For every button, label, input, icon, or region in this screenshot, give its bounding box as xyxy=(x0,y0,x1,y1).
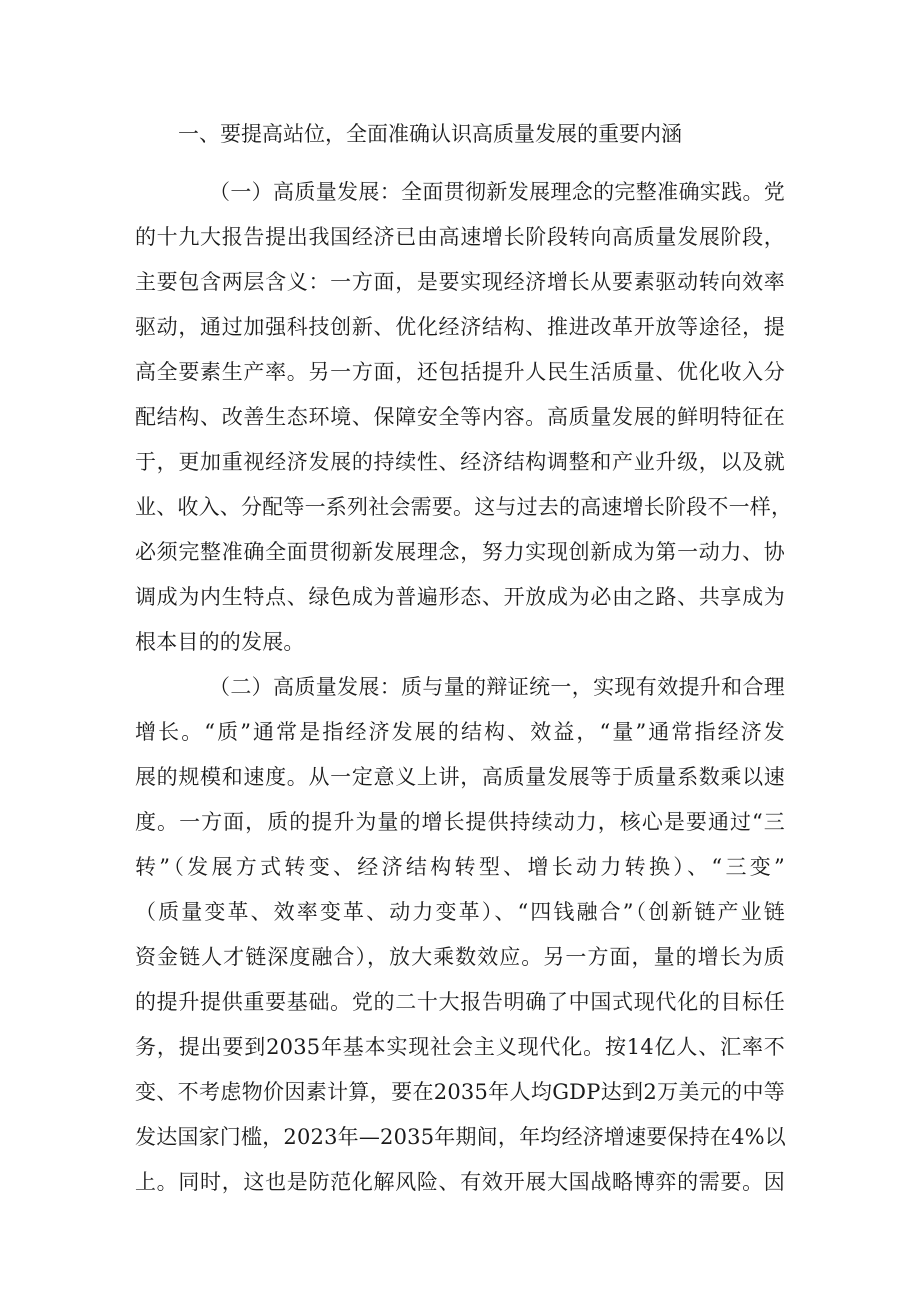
paragraph-2-line: 增长。“质”通常是指经济发展的结构、效益，“量”通常指经济发 xyxy=(135,720,785,744)
paragraph-1-line: 的十九大报告提出我国经济已由高速增长阶段转向高质量发展阶段， xyxy=(135,225,785,249)
paragraph-1-line: 必须完整准确全面贯彻新发展理念，努力实现创新成为第一动力、协 xyxy=(135,540,785,564)
paragraph-1-line: 调成为内生特点、绿色成为普遍形态、开放成为必由之路、共享成为 xyxy=(135,585,785,609)
paragraph-1-line: （一）高质量发展：全面贯彻新发展理念的完整准确实践。党 xyxy=(209,180,785,204)
paragraph-1-line: 于，更加重视经济发展的持续性、经济结构调整和产业升级，以及就 xyxy=(135,450,785,474)
paragraph-2-line: （质量变革、效率变革、动力变革）、“四钱融合”（创新链产业链 xyxy=(135,900,785,924)
paragraph-2-line: 上。同时，这也是防范化解风险、有效开展大国战略博弈的需要。因 xyxy=(135,1170,785,1194)
paragraph-1 xyxy=(135,170,793,665)
paragraph-2-line: 变、不考虑物价因素计算，要在2035年人均GDP达到2万美元的中等 xyxy=(135,1080,785,1104)
section-heading: 一、要提高站位，全面准确认识高质量发展的重要内涵 xyxy=(178,122,682,146)
paragraph-2-line: 的提升提供重要基础。党的二十大报告明确了中国式现代化的目标任 xyxy=(135,990,785,1014)
paragraph-1-line: 配结构、改善生态环境、保障安全等内容。高质量发展的鲜明特征在 xyxy=(135,405,785,429)
paragraph-2-line: 转”（发展方式转变、经济结构转型、增长动力转换）、“三变” xyxy=(135,855,785,879)
paragraph-2-line: 发达国家门槛，2023年—2035年期间，年均经济增速要保持在4%以 xyxy=(135,1125,786,1149)
paragraph-2-line: 资金链人才链深度融合），放大乘数效应。另一方面，量的增长为质 xyxy=(135,945,785,969)
paragraph-2-line: 度。一方面，质的提升为量的增长提供持续动力，核心是要通过“三 xyxy=(135,810,785,834)
paragraph-2-line: 务，提出要到2035年基本实现社会主义现代化。按14亿人、汇率不 xyxy=(135,1035,785,1059)
paragraph-1-line: 驱动，通过加强科技创新、优化经济结构、推进改革开放等途径，提 xyxy=(135,315,785,339)
paragraph-1-line: 主要包含两层含义：一方面，是要实现经济增长从要素驱动转向效率 xyxy=(135,270,785,294)
paragraph-2 xyxy=(135,665,785,1205)
paragraph-2-line: （二）高质量发展：质与量的辩证统一，实现有效提升和合理 xyxy=(209,675,785,699)
paragraph-1-line: 根本目的的发展。 xyxy=(135,630,305,654)
paragraph-1-line: 高全要素生产率。另一方面，还包括提升人民生活质量、优化收入分 xyxy=(135,360,785,384)
paragraph-2-line: 展的规模和速度。从一定意义上讲，高质量发展等于质量系数乘以速 xyxy=(135,765,785,789)
paragraph-1-line: 业、收入、分配等一系列社会需要。这与过去的高速增长阶段不一样， xyxy=(135,495,793,519)
